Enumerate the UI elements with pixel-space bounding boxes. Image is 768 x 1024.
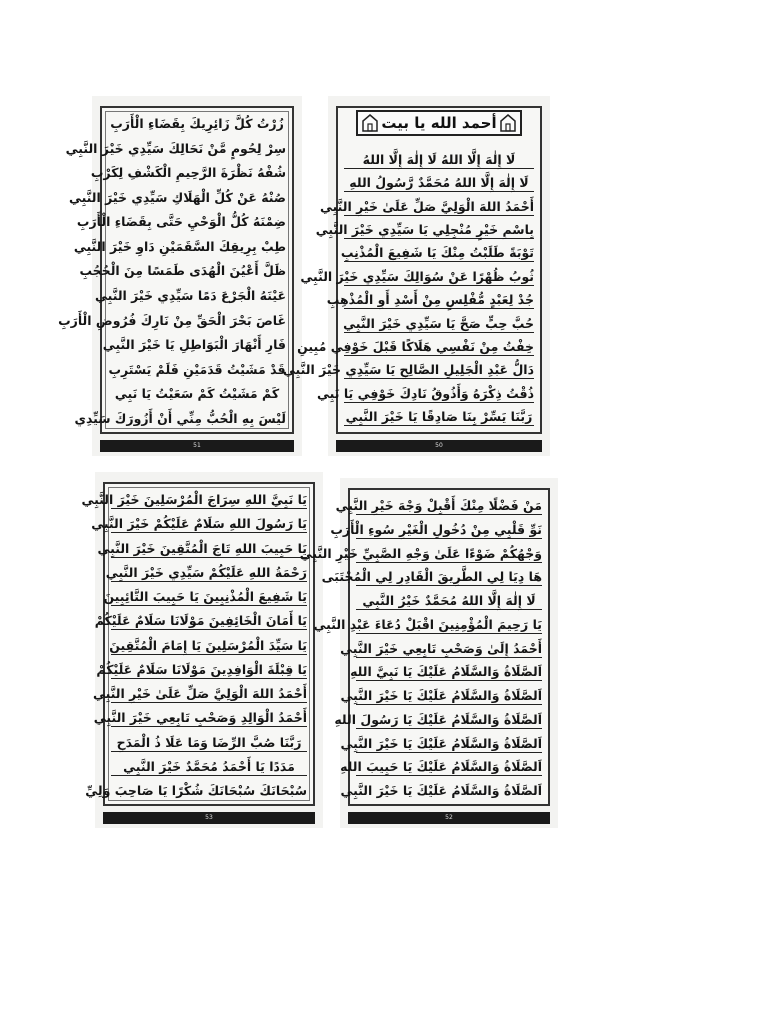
verse-line: رَبَّنَا يَسِّرْ بِنَا صَادِقًا يَا خَيْرَ النَّبِي [345,408,533,424]
verse-lines [81,492,307,798]
verse-line: هَا دِيَا لِي الطَّرِيقَ الْقَادِرِ لِي الْمُجْتَبَى [321,569,542,585]
book-page-50 [282,96,550,456]
verse-line: شُفْهُ نَظْرَةَ الرَّحِيمِ الْكَشْفِ لِكَرْبِ [90,165,286,181]
verse-line: بِاسْمِ خَيْرٍ مُنْجِلِي يَا سَيِّدِي خَيْرَ النَّبِي [315,222,534,238]
verse-line: يَا أَمَانَ الْخَائِفِينَ مَوْلَانَا سَلَامٌ عَلَيْكُمْ [94,613,307,629]
page-frame [282,106,542,434]
verse-line: حُبَّ حِبٍّ صَحَّ يَا سَيِّدِي خَيْرَ النَّبِي [343,315,534,331]
page-number: 52 [348,812,550,824]
page-frame [81,482,315,806]
verse-line: اَلصَّلَاةُ وَالسَّلَامُ عَلَيْكَ يَا رَسُولَ اللهِ [334,711,542,727]
verse-line: غَاصَ بَحْرَ الْحَقِّ مِنْ نَارِكَ فُرُوضِ الْأَرَبِ [58,312,286,328]
verse-line: يَا قِبْلَةَ الْوَافِدِينَ مَوْلَانَا سَلَامٌ عَلَيْكُمْ [96,661,307,677]
verse-line: أَحْمَدُ اللهَ الْوَلِيَّ صَلِّ عَلَىٰ خَيْرِ النَّبِي [319,198,534,214]
verse-line: رَحْمَةُ اللهِ عَلَيْكُمْ سَيِّدِي خَيْرَ النَّبِي [105,564,307,580]
verse-lines [299,498,542,798]
verse-line: لَيْسَ بِهِ الْحُبُّ مِنِّي أَنْ أَزُورَكَ سَيِّدِي [74,410,286,426]
verse-line: ضِمْنَهُ كُلُّ الْوَحْيِ حَتَّى بِقَضَاءِ الْأَرَبِ [76,214,286,230]
verse-line: اَلصَّلَاةُ وَالسَّلَامُ عَلَيْكَ يَا نَبِيَّ اللهِ [350,664,542,680]
verse-line: يَا سَيِّدَ الْمُرْسَلِينَ يَا إِمَامَ الْمُتَّقِينَ [109,637,307,653]
verse-line: زُرْتُ كُلَّ زَائِرِيكَ بِقَضَاءِ الْأَرَبِ [110,116,284,131]
page-frame [58,106,294,434]
verse-line: رَبَّنَا صُبَّ الرِّضَا وَمَا عَلَا ذُ الْمَدَحِ [111,735,307,752]
verse-line: اَلصَّلَاةُ وَالسَّلَامُ عَلَيْكَ يَا حَبِيبَ اللهِ [340,759,542,775]
verse-line: ظَلَّ أَعْيُنَ الْهُدَى طَمَسًا مِنَ الْحُجُبِ [79,263,286,279]
verse-line: سِرْ لِحُومٍ مَّنْ نَحَالِكَ سَيِّدِي خَيْرَ النَّبِي [65,140,286,156]
verse-line: ذُقْتُ ذِكْرَهُ وَأَذُوقُ نَادِكَ خَوْفِي يَا نَبِي [317,385,534,401]
verse-line: أَحْمَدُ الْوَالِدِ وَصَحْبِ تَابِعِي خَيْرَ النَّبِي [93,710,307,726]
verse-line: صُنْهُ عَنْ كُلِّ الْهَلَاكِ سَيِّدِي خَيْرَ النَّبِي [68,189,286,205]
verse-line: كَمْ مَشَيْتُ كَمْ سَعَيْتُ يَا نَبِي [114,386,280,402]
verse-line: أَحْمَدُ إِلَىٰ وَصَحْبِ تَابِعِي خَيْرَ النَّبِي [340,640,542,656]
verse-line: يَا شَفِيعَ الْمُذْنِبِينَ يَا حَبِيبَ التَّائِبِينَ [103,589,307,604]
house-icon [500,114,516,132]
verse-line: تَوْبَةً طَلَبْتُ مِنْكَ يَا شَفِيعَ الْمُذْنِبِ [340,245,534,261]
book-page-53 [81,472,323,828]
verse-line: طِبْ بِرِيقِكَ السَّقَمَيْنِ دَاوِ خَيْرَ النَّبِي [73,238,286,254]
verse-line: اَلصَّلَاةُ وَالسَّلَامُ عَلَيْكَ يَا خَيْرَ النَّبِي [340,688,542,703]
verse-line: خِفْتُ مِنْ نَفْسِي هَلَاكًا قَبْلَ خَوْفِي مُبِينِ [297,338,534,354]
verse-line: يَا حَبِيبَ اللهِ تَاجَ الْمُتَّقِينَ خَيْرَ النَّبِي [97,540,307,556]
book-page-52 [299,478,558,828]
verse-line: لَا إِلٰهَ إِلَّا اللهُ لَا إِلٰهَ إِلَّا اللهُ [344,152,534,169]
verse-line: مَدَدًا يَا أَحْمَدُ مُحَمَّدٌ خَيْرَ النَّبِي [111,759,307,776]
book-page-51 [58,96,302,456]
verse-line: يَا رَحِيمَ الْمُؤْمِنِينَ اقْبَلْ دُعَاءَ عَبْدِ النَّبِي [313,616,542,632]
verse-line: نَوِّ قَلْبِي مِنْ دُخُولِ الْغَيْرِ سُوءِ الْأَرَبِ [330,521,542,537]
verse-line: اَلصَّلَاةُ وَالسَّلَامُ عَلَيْكَ يَا خَيْرَ النَّبِي [340,735,542,751]
verse-lines [282,152,534,426]
verse-line: يَا رَسُولَ اللهِ سَلَامٌ عَلَيْكُمْ خَيْرَ النَّبِي [91,516,307,532]
verse-line: قَدْ مَشَيْتُ قَدَمَيْنِ فَلَمْ يَسْتَرِبِ [108,361,286,377]
verse-line: دَالُّ عَبْدِ الْجَلِيلِ الصَّالِحِ يَا سَيِّدِي خَيْرَ النَّبِي [282,362,534,378]
page-frame [299,488,550,806]
verse-line: يَا نَبِيَّ اللهِ سِرَاجَ الْمُرْسَلِينَ خَيْرَ النَّبِي [81,492,307,507]
page-heading-box [356,110,522,136]
verse-line: وَجْهُكُمْ ضَوْءًا عَلَىٰ وَجْهِ الصَّبِيِّ خَيْرِ النَّبِي [299,545,542,561]
verse-line: ثُوبُ ظُهْرًا عَنْ سُوَالِكَ سَيِّدِي خَيْرَ النَّبِي [300,268,534,284]
verse-line: سُبْحَانَكَ سُبْحَانَكَ شُكْرًا يَا صَاحِبَ وَلِيِّ [85,783,307,798]
verse-lines [58,116,286,426]
verse-line: عَيْنَهُ الْجَرْعَ دَمًا سَيِّدِي خَيْرَ النَّبِي [94,288,286,304]
page-heading: أحمد الله يا بيت [381,114,497,132]
verse-line: مَنْ فَضْلًا مِنْكَ أَقْبِلْ وَجْهَ خَيْرِ النَّبِي [335,498,542,513]
verse-line: اَلصَّلَاةُ وَالسَّلَامُ عَلَيْكَ يَا خَيْرَ النَّبِي [340,783,542,798]
verse-line: لَا إِلٰهَ إِلَّا اللهُ مُحَمَّدٌ رَّسُولُ اللهِ [344,175,534,192]
page-number: 50 [336,440,542,452]
verse-line: لَا إِلٰهَ إِلَّا اللهُ مُحَمَّدٌ خَيْرُ النَّبِي [356,593,542,610]
verse-line: فَارِ أَنْهَارَ الْبَوَاطِلِ يَا خَيْرَ النَّبِي [102,337,286,353]
house-icon [362,114,378,132]
verse-line: جُدْ لِعَبْدٍ مُّفْلِسٍ مِنْ أَسْدِ أَوِ الْمُذْهِبِ [326,292,534,308]
page-number: 51 [100,440,294,452]
page-number: 53 [103,812,315,824]
verse-line: أَحْمَدُ اللهَ الْوَلِيَّ صَلِّ عَلَىٰ خَيْرِ النَّبِي [92,686,307,701]
